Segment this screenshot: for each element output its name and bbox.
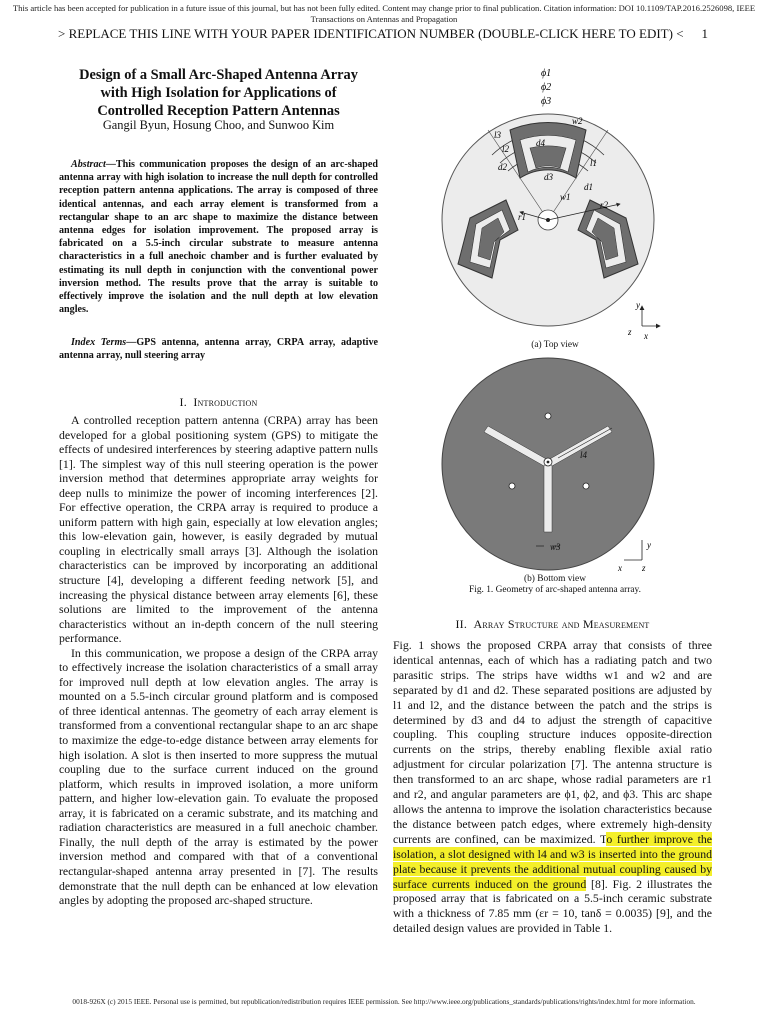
label-l1: l1	[590, 158, 598, 168]
publication-notice	[0, 3, 768, 24]
label-d2: d2	[498, 162, 507, 172]
label-phi1: ϕ1	[541, 68, 552, 79]
abstract-label: Abstract	[71, 159, 106, 170]
index-terms-label: Index Terms	[71, 337, 127, 348]
label-phi2: ϕ2	[541, 82, 552, 93]
copyright-footer: 0018-926X (c) 2015 IEEE. Personal use is permitted, but republication/redistribution requires IEEE permission. See http://www.ieee.org/publications_standards/publications/rights/index.html for more information.	[72, 997, 696, 1006]
label-phi3: ϕ3	[541, 96, 552, 107]
section2-paragraph-1	[393, 638, 712, 936]
paper-title	[59, 66, 378, 120]
figure-caption: Fig. 1. Geometry of arc-shaped antenna array.	[469, 585, 641, 595]
section2-heading-text: Array Structure and Measurement	[473, 617, 650, 631]
label-w2: w2	[572, 116, 583, 126]
feed-point-3	[583, 483, 589, 489]
caption-top-view: (a) Top view	[531, 340, 579, 350]
intro-heading	[59, 395, 378, 410]
authors: Gangil Byun, Hosung Choo, and Sunwoo Kim	[102, 118, 335, 132]
section2-heading	[393, 617, 712, 632]
axis-label-z-bottom: z	[642, 563, 646, 573]
slot-center-dot	[547, 461, 550, 464]
label-l2: l2	[502, 144, 510, 154]
page-header	[58, 26, 708, 42]
notice-line-2: Transactions on Antennas and Propagation	[310, 13, 458, 24]
figure-top-view	[440, 60, 670, 350]
axis-label-y-top: y	[636, 300, 640, 310]
axis-label-y-bottom: y	[647, 540, 651, 550]
index-terms-dash: —	[126, 337, 137, 348]
label-d1: d1	[584, 182, 593, 192]
section2-text-b: [8]. Fig. 2 illustrates the proposed array that is fabricated on a 5.5-inch ceramic substrate with a thickness of 7.85 mm (εr = 10, tanδ = 0.0035) [9], and the detailed design values are provided in Table 1.	[393, 876, 712, 936]
section2-body	[393, 638, 712, 936]
feed-point-2	[509, 483, 515, 489]
label-w1: w1	[560, 192, 571, 202]
index-terms	[59, 336, 378, 362]
intro-body	[59, 413, 378, 908]
slot-stem	[544, 464, 552, 532]
page-number: 1	[701, 26, 708, 41]
label-d3: d3	[544, 172, 553, 182]
title-line-3: Controlled Reception Pattern Antennas	[97, 103, 340, 119]
intro-heading-text: Introduction	[193, 395, 258, 409]
feed-point-1	[545, 413, 551, 419]
title-line-1: Design of a Small Arc-Shaped Antenna Array	[79, 67, 358, 83]
label-w3: w3	[550, 542, 561, 552]
section2-highlighted-text: o further improve the isolation, a slot designed with l4 and w3 is inserted into the ground plate because it prevents the additional mutual coupling caused by surface currents induced on the ground	[393, 831, 712, 891]
header-placeholder: > REPLACE THIS LINE WITH YOUR PAPER IDENTIFICATION NUMBER (DOUBLE-CLICK HERE TO EDIT) <	[58, 26, 684, 41]
figure-bottom-view	[440, 356, 670, 578]
abstract-dash: —	[105, 159, 116, 170]
label-r1: r1	[518, 212, 527, 222]
intro-heading-number: I.	[179, 395, 187, 409]
label-d4: d4	[536, 138, 545, 148]
section2-heading-number: II.	[455, 617, 468, 631]
axis-label-x-top: x	[644, 331, 648, 341]
section2-text-a: Fig. 1 shows the proposed CRPA array that consists of three identical antennas, each of which has a radiating patch and two parasitic strips. The strips have widths w1 and w2 and are separated by d1 and d2. These separated positions are adjusted by l1 and l2, and the distance between the patch and the strips is determined by d3 and d4 to adjust the strength of capacitive coupling. This coupling structure induces opposite-direction currents on the strips, thereby enabling flexible axial ratio adjustment for circular polarization [7]. The antenna structure is then transformed to an arc shape, whose radial parameters are r1 and r2, and angular parameters are ϕ1, ϕ2, and ϕ3. This arc shape allows the antenna to improve the isolation characteristics because the distance between patch edges, where extremely high-density currents are confined, can be maximized. T	[393, 638, 712, 846]
notice-line-1: This article has been accepted for publication in a future issue of this journal, but has not been fully edited. Content may change prior to final publication. Citation information: DOI 10.1109/TAP.2016.2526098, IEEE	[12, 3, 756, 13]
abstract-text: This communication proposes the design of an arc-shaped antenna array with high isolation to increase the null depth for controlled reception pattern antenna applications. The array is composed of three identical antennas, and each array element is transformed from a rectangular shape to an arc shape to maximize the distance between antenna edges for isolation improvement. The proposed array is fabricated on a 5.5-inch circular substrate to measure antenna characteristics in a full anechoic chamber and is further evaluated by estimating its null depth in conjunction with the conventional power inversion method. The results prove that the array is suitable to effectively improve the isolation and the null depth at low elevation angles.	[59, 159, 378, 316]
axis-label-z-top: z	[628, 327, 632, 337]
caption-bottom-view: (b) Bottom view	[524, 574, 586, 584]
index-terms-text: GPS antenna, antenna array, CRPA array, adaptive antenna array, null steering array	[59, 337, 378, 362]
title-line-2: with High Isolation for Applications of	[100, 85, 337, 101]
label-r2: r2	[600, 200, 609, 210]
intro-paragraph-1: A controlled reception pattern antenna (CRPA) array has been developed for a global positioning system (GPS) to mitigate the effects of undesired interferences by steering adaptive pattern nulls [1]. The simplest way of this null steering operation is the power inversion method that determines appropriate array weights for deep nulls to minimize the power of incoming interferences [2]. For effective operation, the CRPA array is required to produce a uniform pattern with high gain, especially at low elevation angles; this low-elevation gain, however, is easily degraded by mutual coupling in electrically small arrays [3]. Although the isolation characteristics can be improved by incorporating an additional structure [4], developing a different feeding network [5], and increasing the physical distance between array elements [6], these solutions are limited to the improvement of the antenna characteristics without an in-depth concern of the null steering performance.	[59, 413, 378, 646]
abstract	[59, 158, 378, 316]
label-l4: l4	[580, 450, 588, 460]
label-l3: l3	[494, 130, 502, 140]
intro-paragraph-2: In this communication, we propose a design of the CRPA array to effectively increase the isolation characteristics of a small array for improved null depth at low elevation angles. The array is mounted on a 5.5-inch circular ground platform and is composed of three identical antennas. The geometry of each array element is transformed from a conventional rectangular shape to an arc shape to maximize the edge-to-edge distance between array elements for high isolation. A slot is then inserted to more suppress the mutual coupling due to the surface current induced on the ground platform, which results in improved isolation, a more uniform pattern, and higher low-elevation gain. To evaluate the proposed array, it is fabricated on a ceramic substrate, and its matching and radiation characteristics are measured in a full anechoic chamber. Finally, the null depth of the array is estimated by the power inversion method and compared with that of a conventional rectangular-shaped antenna array presented in [7]. The results demonstrate that the null depth can be enhanced at low elevation angles by adopting the proposed arc-shaped structure.	[59, 645, 378, 908]
arc-patch-top-core	[530, 146, 566, 168]
axis-label-x-bottom: x	[618, 563, 622, 573]
